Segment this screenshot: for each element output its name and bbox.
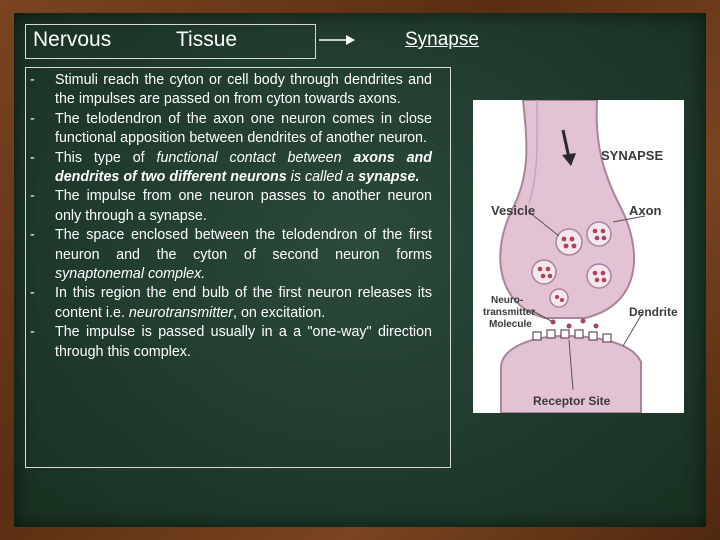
- bullet-text: is called a: [286, 169, 359, 186]
- bullet-dash: -: [30, 72, 35, 88]
- bullet-dash: -: [30, 110, 35, 127]
- label-neurotransmitter-3: Molecule: [489, 319, 532, 330]
- title-word-tissue: Tissue: [176, 28, 238, 51]
- bullet-item: [30, 323, 432, 362]
- bullet-dash: -: [30, 149, 35, 166]
- bullet-item: [30, 71, 432, 110]
- arrow-right-icon: [318, 33, 356, 47]
- label-receptor-site: Receptor Site: [533, 394, 611, 408]
- bullet-dash: -: [30, 188, 35, 205]
- label-neurotransmitter-2: transmitter: [483, 307, 536, 318]
- bullet-text: This type of: [55, 149, 157, 166]
- bullet-item: [30, 149, 432, 188]
- bullet-text: , on excitation.: [233, 304, 326, 321]
- bullet-dash: -: [30, 227, 35, 244]
- label-axon: Axon: [629, 203, 662, 218]
- bullet-dash: -: [30, 285, 35, 302]
- synapse-illustration: [473, 100, 684, 413]
- label-dendrite: Dendrite: [629, 305, 678, 319]
- bullet-item: [30, 284, 432, 323]
- bullet-text: synapse.: [358, 169, 420, 186]
- neurotransmitter-molecules: [551, 319, 599, 329]
- bullet-item: [30, 226, 432, 284]
- bullet-text: In this region the end bulb of the first neuron releases its content i.e.: [55, 285, 432, 321]
- bullet-item: [30, 187, 432, 226]
- synapse-diagram: [473, 100, 684, 413]
- bullet-text: neurotransmitter: [128, 304, 234, 321]
- bullet-text: axons and dendrites of two different neurons: [55, 149, 432, 186]
- bullet-item: [30, 110, 432, 149]
- bullet-text: The telodendron of the axon one neuron comes in close functional apposition between dendrites of another neuron.: [55, 110, 432, 147]
- figure-title: SYNAPSE: [601, 148, 664, 163]
- bullet-text: The impulse is passed usually in a a "one-way" direction through this complex.: [55, 324, 432, 360]
- bullet-text: synaptonemal complex.: [55, 266, 206, 283]
- bullet-text: The impulse from one neuron passes to another neuron only through a synapse.: [55, 188, 432, 224]
- title-word-nervous: Nervous: [33, 28, 112, 51]
- bullet-text: Stimuli reach the cyton or cell body through dendrites and the impulses are passed on from cyton towards axons.: [55, 72, 432, 108]
- label-vesicle: Vesicle: [491, 203, 536, 218]
- bullet-text: The space enclosed between the telodendron of the first neuron and the cyton of second neuron forms: [55, 227, 432, 263]
- bullet-list: [30, 71, 432, 362]
- bullet-text: functional contact between: [156, 149, 354, 166]
- section-heading: Synapse: [405, 29, 479, 50]
- label-neurotransmitter-1: Neuro-: [491, 295, 524, 306]
- bullet-dash: -: [30, 324, 35, 341]
